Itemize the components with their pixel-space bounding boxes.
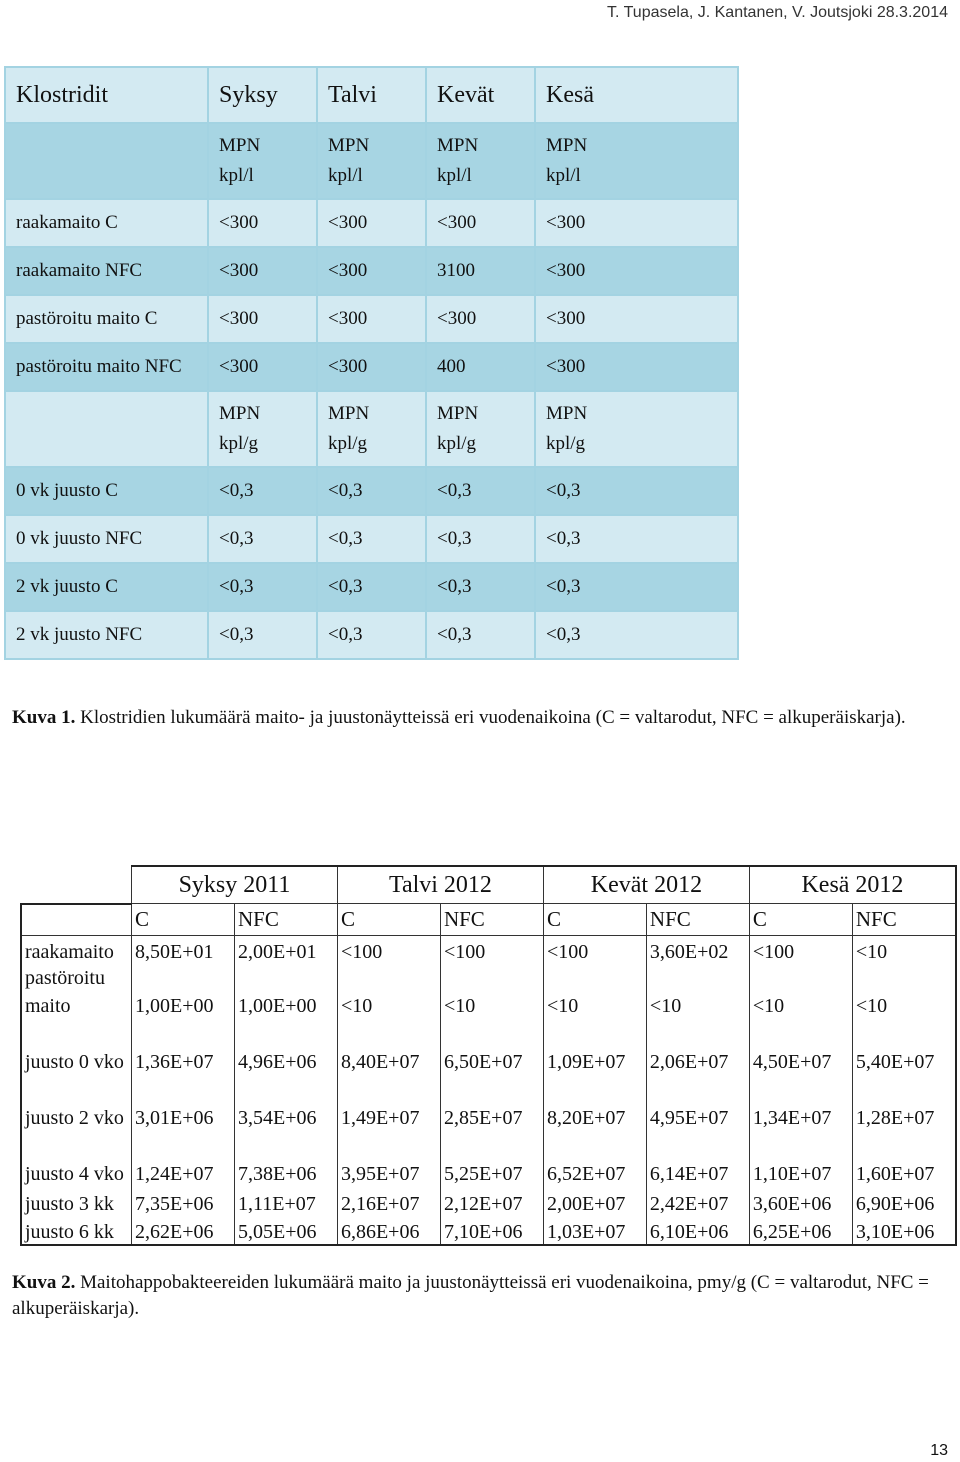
cell: 1,11E+07 bbox=[234, 1188, 337, 1216]
cell: 1,00E+00 bbox=[132, 964, 235, 1020]
row-label: 0 vk juusto C bbox=[6, 468, 209, 516]
header-cell: Kevät bbox=[427, 68, 536, 124]
row-label: 2 vk juusto NFC bbox=[6, 612, 209, 658]
unit-cell bbox=[6, 124, 209, 200]
cell: 3,10E+06 bbox=[852, 1216, 956, 1245]
breed-header: C bbox=[543, 904, 646, 936]
cell: <300 bbox=[209, 344, 318, 392]
cell: 2,06E+07 bbox=[646, 1020, 749, 1076]
cell: <100 bbox=[440, 935, 543, 964]
cell: 6,90E+06 bbox=[852, 1188, 956, 1216]
cell: <300 bbox=[209, 296, 318, 344]
cell: <0,3 bbox=[427, 516, 536, 564]
table-row bbox=[21, 1216, 956, 1245]
cell: 2,85E+07 bbox=[440, 1076, 543, 1132]
blank-cell bbox=[21, 866, 132, 904]
cell: 1,10E+07 bbox=[749, 1132, 852, 1188]
cell: <300 bbox=[318, 200, 427, 248]
unit-cell bbox=[6, 392, 209, 468]
cell: <0,3 bbox=[209, 564, 318, 612]
cell: <0,3 bbox=[536, 564, 737, 612]
cell: 1,60E+07 bbox=[852, 1132, 956, 1188]
cell: 4,96E+06 bbox=[234, 1020, 337, 1076]
cell: 2,00E+01 bbox=[234, 935, 337, 964]
cell: <10 bbox=[852, 964, 956, 1020]
cell: 6,86E+06 bbox=[337, 1216, 440, 1245]
row-label: raakamaito NFC bbox=[6, 248, 209, 296]
cell: 3,01E+06 bbox=[132, 1076, 235, 1132]
caption-label: Kuva 2. bbox=[12, 1272, 76, 1293]
unit-cell: MPN kpl/l bbox=[536, 124, 737, 200]
cell: <300 bbox=[427, 200, 536, 248]
table-row bbox=[6, 612, 737, 658]
cell: <100 bbox=[749, 935, 852, 964]
unit-row bbox=[6, 392, 737, 468]
header-cell: Syksy bbox=[209, 68, 318, 124]
cell: 3,54E+06 bbox=[234, 1076, 337, 1132]
caption-text: Maitohappobakteereiden lukumäärä maito ja juustonäytteissä eri vuodenaikoina, pmy/g (C = valtarodut, NFC = alkuperäiskarja). bbox=[12, 1272, 929, 1319]
cell: 6,52E+07 bbox=[543, 1132, 646, 1188]
cell: <0,3 bbox=[318, 516, 427, 564]
cell: 8,20E+07 bbox=[543, 1076, 646, 1132]
cell: <300 bbox=[536, 200, 737, 248]
blank-cell bbox=[21, 904, 132, 936]
season-header: Kevät 2012 bbox=[543, 866, 749, 904]
table-row bbox=[6, 344, 737, 392]
cell: 6,14E+07 bbox=[646, 1132, 749, 1188]
cell: 1,28E+07 bbox=[852, 1076, 956, 1132]
cell: 2,62E+06 bbox=[132, 1216, 235, 1245]
unit-cell: MPN kpl/g bbox=[427, 392, 536, 468]
row-label: juusto 0 vko bbox=[21, 1020, 132, 1076]
row-label: juusto 6 kk bbox=[21, 1216, 132, 1245]
cell: 1,24E+07 bbox=[132, 1132, 235, 1188]
cell: 5,25E+07 bbox=[440, 1132, 543, 1188]
breed-header: NFC bbox=[852, 904, 956, 936]
row-label: pastöroitu maito bbox=[21, 964, 132, 1020]
cell: 1,03E+07 bbox=[543, 1216, 646, 1245]
table-row bbox=[6, 468, 737, 516]
cell: 8,50E+01 bbox=[132, 935, 235, 964]
unit-cell: MPN kpl/l bbox=[209, 124, 318, 200]
figure-caption-1 bbox=[12, 705, 947, 731]
season-header: Syksy 2011 bbox=[132, 866, 338, 904]
cell: 7,10E+06 bbox=[440, 1216, 543, 1245]
cell: 3,60E+02 bbox=[646, 935, 749, 964]
cell: <300 bbox=[318, 344, 427, 392]
cell: 1,09E+07 bbox=[543, 1020, 646, 1076]
cell: <10 bbox=[852, 935, 956, 964]
cell: 7,35E+06 bbox=[132, 1188, 235, 1216]
row-label: 0 vk juusto NFC bbox=[6, 516, 209, 564]
cell: <0,3 bbox=[536, 516, 737, 564]
season-header: Talvi 2012 bbox=[337, 866, 543, 904]
cell: <0,3 bbox=[536, 612, 737, 658]
unit-cell: MPN kpl/g bbox=[318, 392, 427, 468]
cell: 7,38E+06 bbox=[234, 1132, 337, 1188]
cell: 6,50E+07 bbox=[440, 1020, 543, 1076]
header-cell: Kesä bbox=[536, 68, 737, 124]
season-header: Kesä 2012 bbox=[749, 866, 956, 904]
cell: 6,25E+06 bbox=[749, 1216, 852, 1245]
figure-caption-2 bbox=[12, 1270, 947, 1322]
cell: 5,40E+07 bbox=[852, 1020, 956, 1076]
cell: <10 bbox=[646, 964, 749, 1020]
cell: <300 bbox=[209, 200, 318, 248]
header-cell: Talvi bbox=[318, 68, 427, 124]
cell: <0,3 bbox=[427, 612, 536, 658]
breed-header: C bbox=[132, 904, 235, 936]
cell: <0,3 bbox=[318, 468, 427, 516]
table-header-row bbox=[6, 68, 737, 124]
cell: 2,12E+07 bbox=[440, 1188, 543, 1216]
cell: 3,95E+07 bbox=[337, 1132, 440, 1188]
cell: <10 bbox=[749, 964, 852, 1020]
cell: <100 bbox=[543, 935, 646, 964]
cell: <10 bbox=[337, 964, 440, 1020]
page-number: 13 bbox=[930, 1442, 948, 1459]
table-row bbox=[6, 296, 737, 344]
cell: <10 bbox=[440, 964, 543, 1020]
cell: <0,3 bbox=[318, 564, 427, 612]
cell: 2,42E+07 bbox=[646, 1188, 749, 1216]
cell: <0,3 bbox=[427, 468, 536, 516]
unit-cell: MPN kpl/g bbox=[536, 392, 737, 468]
cell: 3100 bbox=[427, 248, 536, 296]
row-label: raakamaito C bbox=[6, 200, 209, 248]
cell: 1,00E+00 bbox=[234, 964, 337, 1020]
caption-text: Klostridien lukumäärä maito- ja juustonäytteissä eri vuodenaikoina (C = valtarodut, NFC = alkuperäiskarja). bbox=[75, 707, 906, 728]
table-row bbox=[6, 564, 737, 612]
table-row bbox=[21, 1020, 956, 1076]
row-label: pastöroitu maito NFC bbox=[6, 344, 209, 392]
breed-header: NFC bbox=[234, 904, 337, 936]
table-row bbox=[21, 964, 956, 1020]
cell: 400 bbox=[427, 344, 536, 392]
cell: <300 bbox=[318, 248, 427, 296]
cell: <300 bbox=[536, 296, 737, 344]
header-cell: Klostridit bbox=[6, 68, 209, 124]
unit-cell: MPN kpl/l bbox=[318, 124, 427, 200]
unit-cell: MPN kpl/g bbox=[209, 392, 318, 468]
season-header-row bbox=[21, 866, 956, 904]
table-row bbox=[21, 1076, 956, 1132]
cell: <300 bbox=[318, 296, 427, 344]
cell: 3,60E+06 bbox=[749, 1188, 852, 1216]
cell: <10 bbox=[543, 964, 646, 1020]
row-label: juusto 2 vko bbox=[21, 1076, 132, 1132]
cell: 4,50E+07 bbox=[749, 1020, 852, 1076]
cell: 4,95E+07 bbox=[646, 1076, 749, 1132]
table-row bbox=[21, 1188, 956, 1216]
unit-row bbox=[6, 124, 737, 200]
breed-header: NFC bbox=[440, 904, 543, 936]
cell: 6,10E+06 bbox=[646, 1216, 749, 1245]
lactic-acid-bacteria-table bbox=[20, 865, 957, 1246]
breed-header: NFC bbox=[646, 904, 749, 936]
row-label: juusto 3 kk bbox=[21, 1188, 132, 1216]
cell: <0,3 bbox=[209, 468, 318, 516]
breed-header: C bbox=[337, 904, 440, 936]
row-label: 2 vk juusto C bbox=[6, 564, 209, 612]
row-label: pastöroitu maito C bbox=[6, 296, 209, 344]
unit-cell: MPN kpl/l bbox=[427, 124, 536, 200]
table-row bbox=[21, 935, 956, 964]
table-row bbox=[6, 516, 737, 564]
cell: 1,34E+07 bbox=[749, 1076, 852, 1132]
breed-header-row bbox=[21, 904, 956, 936]
table-row bbox=[21, 1132, 956, 1188]
row-label: juusto 4 vko bbox=[21, 1132, 132, 1188]
page-header-note: T. Tupasela, J. Kantanen, V. Joutsjoki 28.3.2014 bbox=[607, 4, 948, 21]
cell: <100 bbox=[337, 935, 440, 964]
cell: <0,3 bbox=[536, 468, 737, 516]
cell: <300 bbox=[536, 248, 737, 296]
cell: 1,49E+07 bbox=[337, 1076, 440, 1132]
cell: <0,3 bbox=[209, 516, 318, 564]
cell: <300 bbox=[536, 344, 737, 392]
cell: 5,05E+06 bbox=[234, 1216, 337, 1245]
cell: <300 bbox=[427, 296, 536, 344]
cell: 2,16E+07 bbox=[337, 1188, 440, 1216]
cell: <0,3 bbox=[318, 612, 427, 658]
table-row bbox=[6, 248, 737, 296]
cell: 2,00E+07 bbox=[543, 1188, 646, 1216]
cell: <0,3 bbox=[427, 564, 536, 612]
row-label: raakamaito bbox=[21, 935, 132, 964]
breed-header: C bbox=[749, 904, 852, 936]
caption-label: Kuva 1. bbox=[12, 707, 76, 728]
cell: 8,40E+07 bbox=[337, 1020, 440, 1076]
table-row bbox=[6, 200, 737, 248]
clostridia-table bbox=[4, 66, 739, 660]
cell: <0,3 bbox=[209, 612, 318, 658]
cell: <300 bbox=[209, 248, 318, 296]
cell: 1,36E+07 bbox=[132, 1020, 235, 1076]
